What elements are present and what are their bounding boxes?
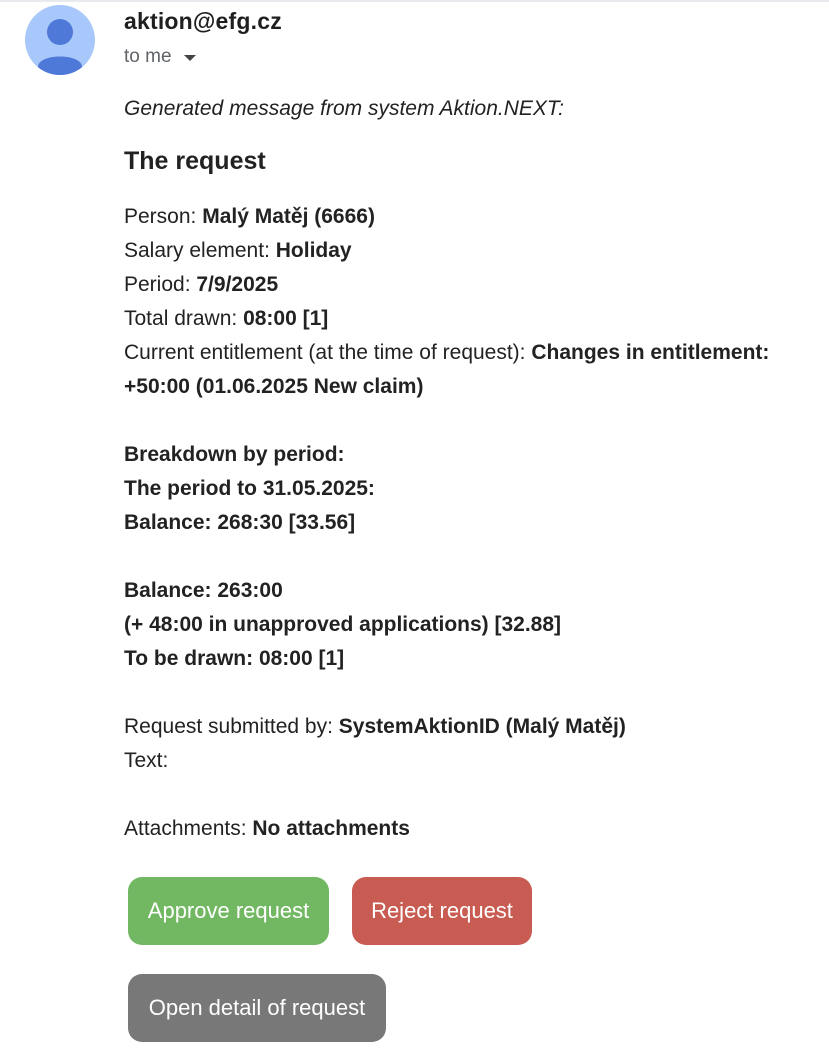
recipient-label: to me: [124, 46, 172, 67]
period-line: [124, 268, 829, 302]
top-divider: [0, 0, 829, 2]
intro-text: Generated message from system Aktion.NEXT:: [124, 97, 564, 120]
sender-email[interactable]: aktion@efg.cz: [124, 8, 282, 34]
salary-line: [124, 234, 829, 268]
salary-value: Holiday: [275, 239, 352, 262]
attachments-label: Attachments:: [124, 817, 253, 840]
submitted-line: [124, 710, 829, 744]
to-be-drawn: To be drawn: 08:00 [1]: [124, 647, 345, 670]
entitlement-line: [124, 336, 829, 370]
period-value: 7/9/2025: [196, 273, 279, 296]
text-label: Text:: [124, 749, 169, 772]
entitlement-value-2: +50:00 (01.06.2025 New claim): [124, 375, 424, 398]
person-icon: [25, 5, 95, 75]
total-label: Total drawn:: [124, 307, 244, 330]
entitlement-label: Current entitlement (at the time of request):: [124, 341, 532, 364]
entitlement-line-2: [124, 370, 829, 404]
balance-current: Balance: 263:00: [124, 579, 283, 602]
unapproved-applications: (+ 48:00 in unapproved applications) [32.88]: [124, 613, 562, 636]
breakdown-title: Breakdown by period:: [124, 443, 345, 466]
approve-request-button[interactable]: Approve request: [128, 877, 329, 945]
total-value: 08:00 [1]: [243, 307, 329, 330]
text-line: [124, 744, 829, 778]
submitted-label: Request submitted by:: [124, 715, 339, 738]
entitlement-value-1: Changes in entitlement:: [531, 341, 770, 364]
person-line: [124, 200, 829, 234]
attachments-value: No attachments: [252, 817, 410, 840]
person-value: Malý Matěj (6666): [202, 205, 375, 228]
reject-request-button[interactable]: Reject request: [352, 877, 532, 945]
request-heading: The request: [124, 147, 266, 175]
open-detail-button[interactable]: Open detail of request: [128, 974, 386, 1042]
salary-label: Salary element:: [124, 239, 276, 262]
email-body: [124, 92, 829, 846]
person-label: Person:: [124, 205, 203, 228]
avatar[interactable]: [25, 5, 95, 75]
period-label: Period:: [124, 273, 197, 296]
caret-down-icon[interactable]: [184, 55, 196, 61]
recipient-toggle[interactable]: [124, 46, 196, 68]
submitted-value: SystemAktionID (Malý Matěj): [338, 715, 626, 738]
period-to: The period to 31.05.2025:: [124, 477, 375, 500]
total-line: [124, 302, 829, 336]
balance-previous: Balance: 268:30 [33.56]: [124, 511, 356, 534]
attachments-line: [124, 812, 829, 846]
request-details: [124, 200, 829, 846]
